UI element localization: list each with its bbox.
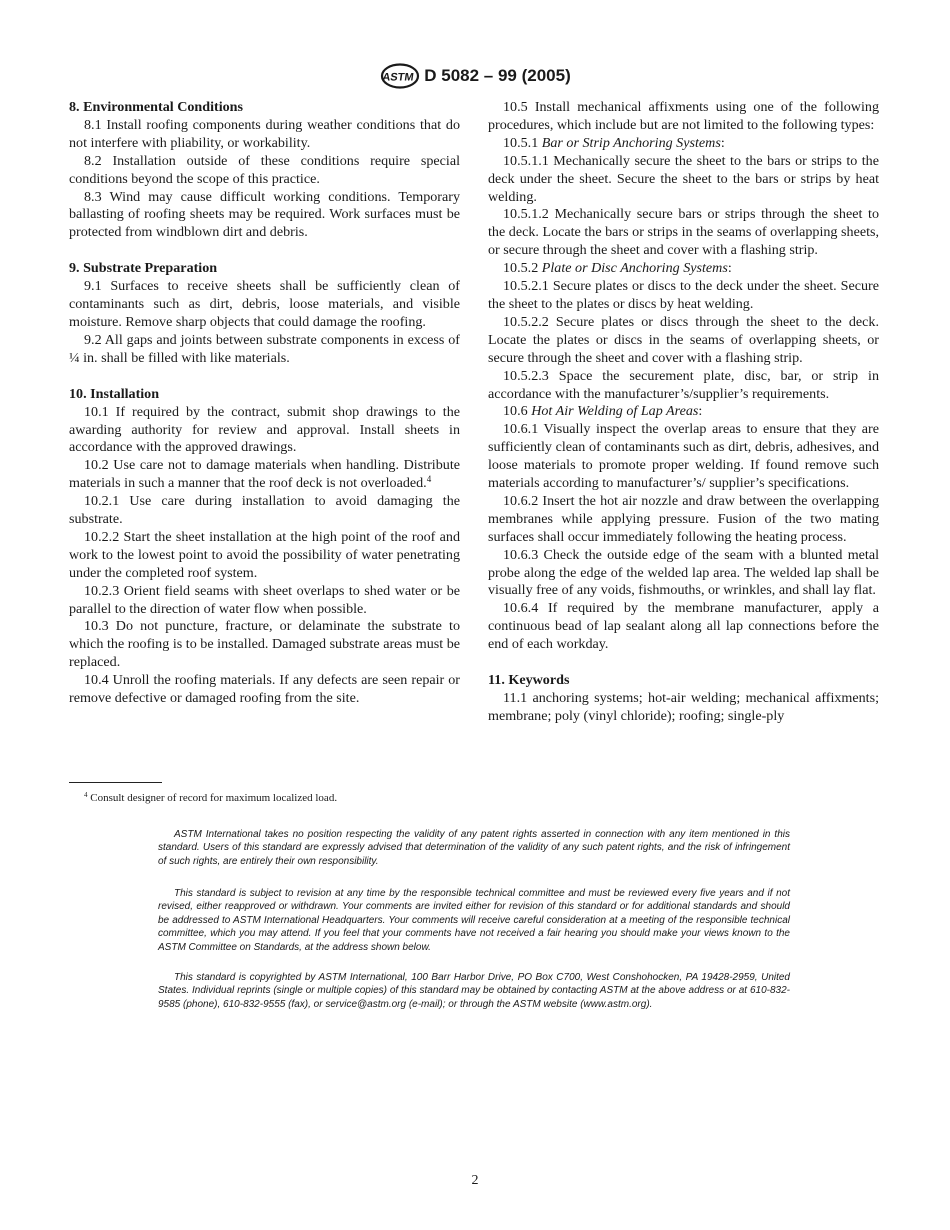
para-10-6-1: 10.6.1 Visually inspect the overlap areas to ensure that they are sufficiently clean of contaminants such as dirt, debris, adhesives, and loose materials to promote proper welding. If found remove such materials according to manufacturer’s/ supplier’s specifications. xyxy=(488,421,879,492)
para-10-2 xyxy=(69,457,460,493)
footnote xyxy=(84,792,337,805)
para-10-6-number: 10.6 xyxy=(503,403,528,420)
standard-designation: D 5082 – 99 (2005) xyxy=(424,66,571,85)
svg-text:ASTM: ASTM xyxy=(381,71,415,84)
patent-notice xyxy=(158,828,790,868)
para-10-5-2-2: 10.5.2.2 Secure plates or discs through the sheet to the deck. Locate the plates or discs in the seams of overlapping sheets, or secure through the sheet and cover with a flashing strip. xyxy=(488,313,879,366)
para-8-3: 8.3 Wind may cause difficult working conditions. Temporary ballasting of roofing sheets may be required. Work surfaces must be protected from windblown dirt and debris. xyxy=(69,188,460,241)
para-10-5-2-number: 10.5.2 xyxy=(503,260,539,277)
revision-notice xyxy=(158,887,790,954)
footnote-divider xyxy=(69,782,162,783)
para-9-1: 9.1 Surfaces to receive sheets shall be sufficiently clean of contaminants such as dirt, debris, loose materials, and visible moisture. Remove sharp objects that could damage the roofing. xyxy=(69,278,460,330)
para-10-5-2-3: 10.5.2.3 Space the securement plate, disc, bar, or strip in accordance with the manufacturer’s/supplier’s requirements. xyxy=(488,367,879,402)
section-11-heading: 11. Keywords xyxy=(488,672,570,689)
para-10-6-title: Hot Air Welding of Lap Areas xyxy=(531,403,699,420)
para-10-5-1: 10.5.1 Bar or Strip Anchoring Systems: xyxy=(503,134,725,151)
para-8-2: 8.2 Installation outside of these conditions require special conditions beyond the scope of this practice. xyxy=(69,152,460,187)
left-column xyxy=(69,99,460,708)
para-10-2-text: 10.2 Use care not to damage materials when handling. Distribute materials in such a manner that the roof deck is not overloaded. xyxy=(69,457,460,492)
para-10-6-2: 10.6.2 Insert the hot air nozzle and draw between the overlapping membranes while applying pressure. Fusion of the two mating surfaces shall occur immediately following the heating process. xyxy=(488,492,879,545)
para-10-5-2-title: Plate or Disc Anchoring Systems xyxy=(541,260,728,277)
section-10-heading: 10. Installation xyxy=(69,385,160,402)
copyright-notice-text: This standard is copyrighted by ASTM International, 100 Barr Harbor Drive, PO Box C700, West Conshohocken, PA 19428-2959, United States. Individual reprints (single or multiple copies) of this standard may be obtained by contacting ASTM at the above address or at 610-832-9585 (phone), 610-832-9555 (fax), or service@astm.org (e-mail); or through the ASTM website (www.astm.org). xyxy=(158,972,790,1010)
para-10-6: 10.6 Hot Air Welding of Lap Areas: xyxy=(503,403,703,420)
patent-notice-text: ASTM International takes no position respecting the validity of any patent rights asserted in connection with any item mentioned in this standard. Users of this standard are expressly advised that determination of the validity of any such patent rights, and the risk of infringement of such rights, are entirely their own responsibility. xyxy=(158,829,790,867)
page-number: 2 xyxy=(471,1173,479,1188)
footnote-ref-4[interactable]: 4 xyxy=(426,474,432,485)
copyright-notice xyxy=(158,971,790,1011)
section-8-heading: 8. Environmental Conditions xyxy=(69,99,243,115)
para-10-5: 10.5 Install mechanical affixments using one of the following procedures, which include but are not limited to the following types: xyxy=(488,99,879,133)
para-10-5-1-number: 10.5.1 xyxy=(503,134,539,151)
para-10-4: 10.4 Unroll the roofing materials. If any defects are seen repair or remove defective or damaged roofing from the site. xyxy=(69,672,460,707)
para-10-5-2-1: 10.5.2.1 Secure plates or discs to the deck under the sheet. Secure the sheet to the plates or discs by heat welding. xyxy=(488,278,879,312)
section-9-heading: 9. Substrate Preparation xyxy=(69,260,218,277)
para-10-5-1-2: 10.5.1.2 Mechanically secure bars or strips through the sheet to the deck. Locate the bars or strips in the seams of overlapping sheets, or secure through the sheet and cover with a flashing strip. xyxy=(488,206,879,259)
para-11-1: 11.1 anchoring systems; hot-air welding; mechanical affixments; membrane; poly (vinyl chloride); roofing; single-ply xyxy=(488,690,879,724)
right-column xyxy=(488,99,879,726)
footnote-text: Consult designer of record for maximum localized load. xyxy=(90,792,338,804)
para-10-5-1-title: Bar or Strip Anchoring Systems xyxy=(541,134,721,151)
astm-logo-icon xyxy=(379,63,421,89)
para-8-1: 8.1 Install roofing components during weather conditions that do not interfere with pliability, or workability. xyxy=(69,116,460,151)
para-10-1: 10.1 If required by the contract, submit shop drawings to the awarding authority for review and approval. Install sheets in accordance with the approved drawings. xyxy=(69,403,460,456)
para-10-6-4: 10.6.4 If required by the membrane manufacturer, apply a continuous bead of lap sealant along all lap connections before the end of each workday. xyxy=(488,600,879,653)
para-9-2: 9.2 All gaps and joints between substrate components in excess of ¼ in. shall be filled with like materials. xyxy=(69,331,460,366)
para-10-2-1: 10.2.1 Use care during installation to avoid damaging the substrate. xyxy=(69,493,460,528)
page-header xyxy=(0,63,950,89)
para-10-6-3: 10.6.3 Check the outside edge of the seam with a blunted metal probe along the edge of the welded lap area. The welded lap shall be visually free of any voids, fishmouths, or wrinkles, and shall lay flat. xyxy=(488,546,879,599)
para-10-2-2: 10.2.2 Start the sheet installation at the high point of the roof and work to the lowest point to avoid the possibility of water penetrating under the completed roof system. xyxy=(69,528,460,581)
para-10-3: 10.3 Do not puncture, fracture, or delaminate the substrate to which the roofing is to be installed. Damaged substrate areas must be replaced. xyxy=(69,618,460,671)
footnote-mark: 4 xyxy=(84,791,88,799)
para-10-2-3: 10.2.3 Orient field seams with sheet overlaps to shed water or be parallel to the direction of water flow when possible. xyxy=(69,582,460,617)
revision-notice-text: This standard is subject to revision at any time by the responsible technical committee and must be reviewed every five years and if not revised, either reapproved or withdrawn. Your comments are invited either for revision of this standard or for additional standards and should be addressed to ASTM International Headquarters. Your comments will receive careful consideration at a meeting of the responsible technical committee, which you may attend. If you feel that your comments have not received a fair hearing you should make your views known to the ASTM Committee on Standards, at the address shown below. xyxy=(158,888,790,953)
para-10-5-2: 10.5.2 Plate or Disc Anchoring Systems: xyxy=(503,260,732,277)
para-10-5-1-1: 10.5.1.1 Mechanically secure the sheet to the bars or strips to the deck under the sheet. Secure the sheet to the bars or strips by heat welding. xyxy=(488,152,879,205)
